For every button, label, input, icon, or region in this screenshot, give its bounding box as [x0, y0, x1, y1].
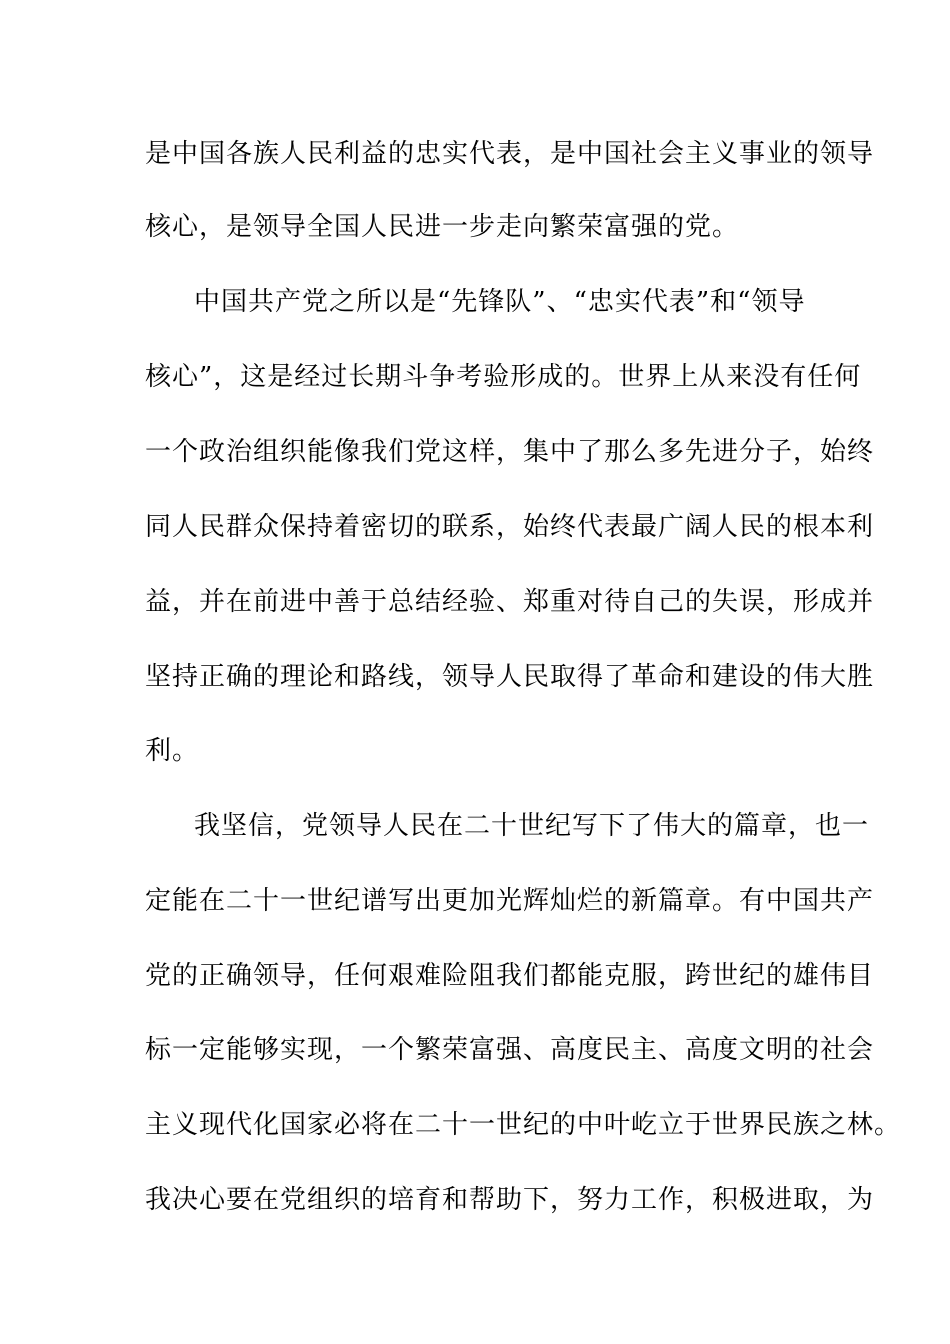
text-line: 是中国各族人民利益的忠实代表，是中国社会主义事业的领导 [145, 139, 875, 169]
text-line: 主义现代化国家必将在二十一世纪的中叶屹立于世界民族之林。 [145, 1110, 902, 1140]
text-line: 坚持正确的理论和路线，领导人民取得了革命和建设的伟大胜 [145, 662, 875, 692]
text-line: 一个政治组织能像我们党这样，集中了那么多先进分子，始终 [145, 437, 875, 467]
text-line: 党的正确领导，任何艰难险阻我们都能克服，跨世纪的雄伟目 [145, 961, 875, 991]
text-line: 核心”，这是经过长期斗争考验形成的。世界上从来没有任何 [145, 362, 862, 392]
text-line: 我决心要在党组织的培育和帮助下，努力工作，积极进取，为 [145, 1185, 875, 1215]
text-line: 核心，是领导全国人民进一步走向繁荣富强的党。 [145, 212, 740, 242]
text-line: 定能在二十一世纪谱写出更加光辉灿烂的新篇章。有中国共产 [145, 886, 875, 916]
text-line: 标一定能够实现，一个繁荣富强、高度民主、高度文明的社会 [145, 1035, 875, 1065]
text-line: 同人民群众保持着密切的联系，始终代表最广阔人民的根本利 [145, 512, 875, 542]
text-line: 利。 [145, 736, 200, 766]
text-line: 益，并在前进中善于总结经验、郑重对待自己的失误，形成并 [145, 587, 875, 617]
paragraph-start-line: 我坚信，党领导人民在二十世纪写下了伟大的篇章，也一 [194, 811, 870, 841]
paragraph-start-line: 中国共产党之所以是“先锋队”、“忠实代表”和“领导 [194, 287, 806, 317]
